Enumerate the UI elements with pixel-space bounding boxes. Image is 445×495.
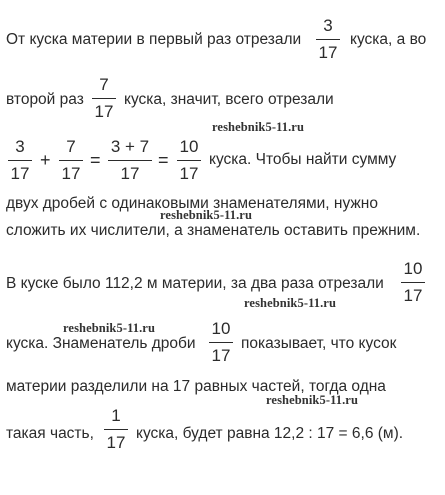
- denominator: 17: [61, 164, 81, 183]
- fraction: [59, 137, 83, 184]
- text-line: показывает, что кусок: [241, 335, 397, 352]
- fraction: [177, 137, 201, 184]
- fraction: [108, 137, 152, 184]
- watermark: reshebnik5-11.ru: [160, 208, 253, 222]
- equals-sign: =: [158, 150, 169, 170]
- text-line: куска. Знаменатель дроби: [6, 335, 196, 352]
- denominator: 17: [10, 164, 30, 183]
- watermark: reshebnik5-11.ru: [266, 393, 359, 407]
- text-line: куска, а во: [350, 31, 427, 48]
- equals-sign: =: [90, 150, 101, 170]
- numerator: 3 + 7: [110, 137, 150, 156]
- watermark: reshebnik5-11.ru: [244, 296, 337, 310]
- text-line: куска. Чтобы найти сумму: [209, 151, 397, 168]
- text-line: От куска материи в первый раз отрезали: [6, 31, 302, 48]
- numerator: 1: [111, 406, 121, 425]
- denominator: 17: [403, 286, 423, 305]
- text-line: такая часть,: [6, 425, 94, 442]
- denominator: 17: [94, 102, 114, 121]
- denominator: 17: [179, 164, 199, 183]
- text-line: куска, значит, всего отрезали: [124, 91, 334, 108]
- numerator: 3: [323, 16, 333, 35]
- numerator: 7: [99, 75, 109, 94]
- numerator: 7: [66, 137, 76, 156]
- fraction: [92, 75, 116, 122]
- denominator: 17: [318, 43, 338, 62]
- numerator: 3: [15, 137, 25, 156]
- watermark: reshebnik5-11.ru: [63, 321, 156, 335]
- text-line: сложить их числители, а знаменатель оставить прежним.: [6, 222, 421, 239]
- denominator: 17: [120, 164, 140, 183]
- text-line: В куске было 112,2 м материи, за два раза отрезали: [6, 275, 384, 292]
- denominator: 17: [211, 346, 231, 365]
- text-line: куска, будет равна 12,2 : 17 = 6,6 (м).: [136, 425, 404, 442]
- text-line: второй раз: [6, 91, 84, 108]
- denominator: 17: [106, 433, 126, 452]
- watermark: reshebnik5-11.ru: [212, 120, 305, 134]
- numerator: 10: [403, 259, 423, 278]
- fraction: [316, 16, 340, 63]
- text-line: двух дробей с одинаковыми знаменателями, нужно: [6, 195, 378, 212]
- fraction: [401, 259, 425, 306]
- text-line: материи разделили на 17 равных частей, тогда одна: [6, 378, 386, 395]
- numerator: 10: [211, 319, 231, 338]
- fraction: [8, 137, 32, 184]
- numerator: 10: [179, 137, 199, 156]
- fraction: [104, 406, 128, 453]
- plus-sign: +: [40, 150, 51, 170]
- fraction: [209, 319, 233, 366]
